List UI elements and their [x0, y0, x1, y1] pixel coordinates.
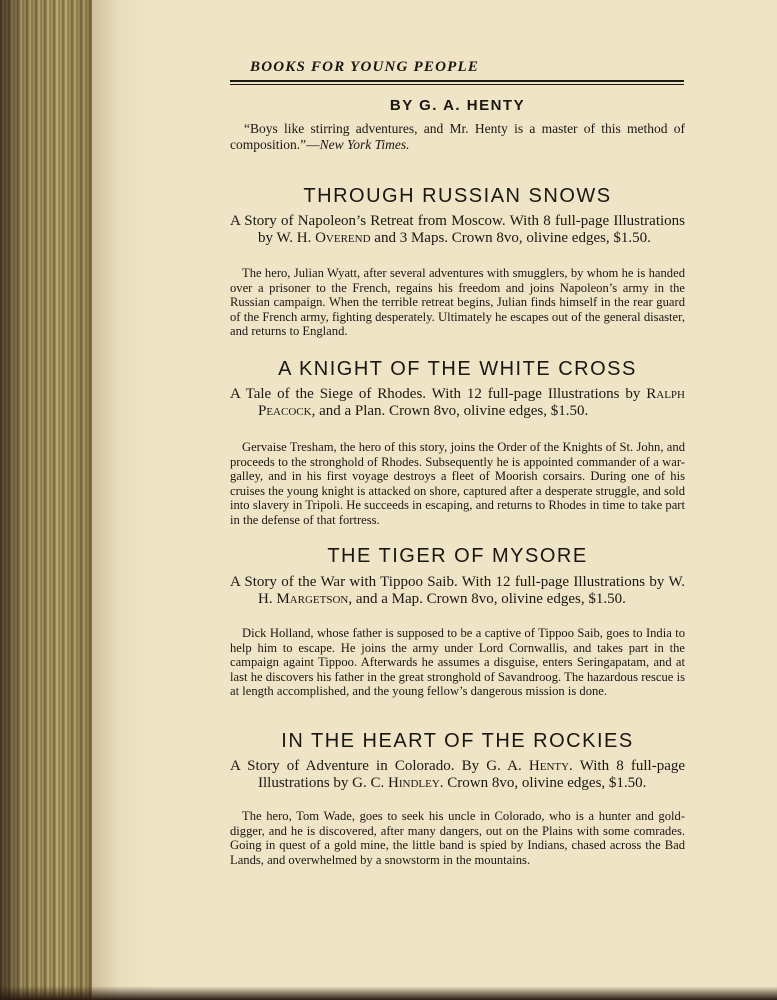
- book-title: THROUGH RUSSIAN SNOWS: [303, 185, 612, 207]
- illustrator-name: Margetson,: [276, 591, 353, 607]
- book-summary: Dick Holland, whose father is supposed to be a captive of Tippoo Saib, goes to India to help him to escape. He joins the army under Lord Cornwallis, and takes part in the campaign againt Tippoo. Afterwards he assumes a disguise, enters Seringapatam, and at last he discovers his father in the great stronghold of Savandroog. The hazardous rescue is at length accomplished, and the young fellow’s dangerous mission is done.: [230, 626, 685, 698]
- header-rule: [230, 80, 684, 82]
- book-description: A Story of Napoleon’s Retreat from Moscow. With 8 full-page Illustrations by W. H. Overend and 3 Maps. Crown 8vo, olivine edges, $1.50.: [230, 213, 685, 246]
- book-summary: The hero, Tom Wade, goes to seek his uncle in Colorado, who is a hunter and gold-digger, and he is discovered, after many dangers, out on the Plains with some comrades. Going in quest of a gold mine, the little band is spied by Indians, chased across the Bad Lands, and overwhelmed by a snowstorm in the mountains.: [230, 809, 685, 867]
- book-description: A Story of Adventure in Colorado. By G. A. Henty. With 8 full-page Illustrations by G. C. Hindley. Crown 8vo, olivine edges, $1.50.: [230, 758, 686, 791]
- book-description: A Tale of the Siege of Rhodes. With 12 full-page Illustrations by Ralph Peacock, and a Plan. Crown 8vo, olivine edges, $1.50.: [230, 386, 685, 419]
- author-heading: BY G. A. HENTY: [389, 97, 526, 114]
- quote-text: “Boys like stirring adventures, and Mr. Henty is a master of this method of composition.”—: [230, 121, 685, 152]
- illustrator-name: Ralph Peacock,: [258, 386, 685, 419]
- book-description: A Story of the War with Tippoo Saib. With 12 full-page Illustrations by W. H. Margetson, and a Map. Crown 8vo, olivine edges, $1.50.: [230, 574, 685, 607]
- author-name: G. A. Henty.: [486, 758, 573, 774]
- book-summary: The hero, Julian Wyatt, after several adventures with smugglers, by whom he is handed over a prisoner to the French, regains his freedom and joins Napoleon’s army in the Russian campaign. When the terrible retreat begins, Julian finds himself in the rear guard of the French army, fighting desperately. Ultimately he escapes out of the general disaster, and returns to England.: [230, 266, 685, 338]
- header-rule-thin: [230, 84, 684, 85]
- running-head: BOOKS FOR YOUNG PEOPLE: [250, 59, 480, 75]
- illustrator-name: Overend: [315, 230, 371, 246]
- book-title: IN THE HEART OF THE ROCKIES: [281, 730, 634, 752]
- epigraph-quote: [230, 121, 685, 153]
- book-summary: Gervaise Tresham, the hero of this story, joins the Order of the Knights of St. John, and proceeds to the stronghold of Rhodes. Subsequently he is appointed commander of a war-galley, and in his first voyage destroys a fleet of Moorish corsairs. During one of his cruises the young knight is attacked on shore, captured after a desperate struggle, and sold into slavery in Tripoli. He succeeds in escaping, and returns to Rhodes in time to take part in the defense of that fortress.: [230, 440, 685, 527]
- illustrator-name: Hindley.: [388, 775, 444, 791]
- book-title: THE TIGER OF MYSORE: [327, 545, 588, 567]
- quote-source: New York Times.: [319, 137, 410, 152]
- book-title: A KNIGHT OF THE WHITE CROSS: [278, 358, 637, 380]
